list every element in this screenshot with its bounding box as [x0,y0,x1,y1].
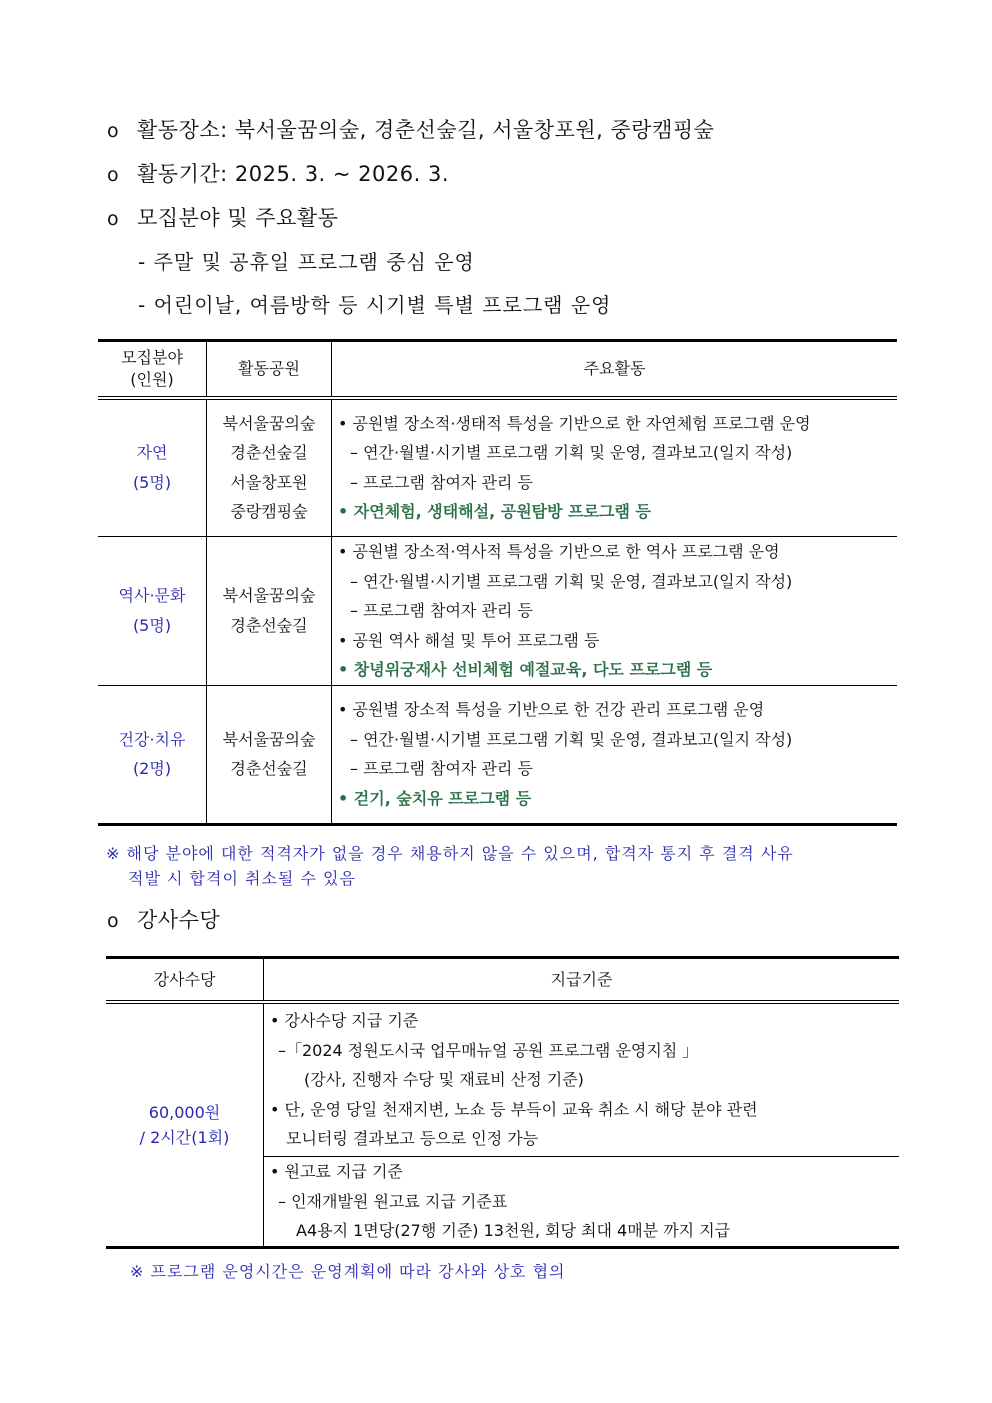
fee-row [106,1002,899,1157]
header-criteria: 지급기준 [264,958,900,1002]
table-row-nature [98,398,897,537]
recruit-table [98,339,897,826]
bullet-marker: o [107,208,120,230]
bullet-marker: o [107,120,120,142]
bullet-recruit-fields: o 모집분야 및 주요활동 [107,204,338,233]
header-activity: 주요활동 [332,341,898,398]
park-cell: 북서울꿈의숲 경춘선숲길 서울창포원 중랑캠핑숲 [207,398,332,537]
activity-cell: • 공원별 장소적 특성을 기반으로 한 건강 관리 프로그램 운영 – 연간·월별·시기별 프로그램 기획 및 운영, 결과보고(일지 작성) – 프로그램 참여자 관리 등 • 걷기, 숲치유 프로그램 등 [338,700,793,808]
fee-table [106,956,899,1249]
fee-amount-cell: 60,000원 / 2시간(1회) [106,1002,264,1248]
activity-cell: • 공원별 장소적·생태적 특성을 기반으로 한 자연체험 프로그램 운영 – 연간·월별·시기별 프로그램 기획 및 운영, 결과보고(일지 작성) – 프로그램 참여자 관리 등 • 자연체험, 생태해설, 공원탐방 프로그램 등 [338,413,811,522]
table-row-health [98,685,897,824]
header-park: 활동공원 [207,341,332,398]
header-fee: 강사수당 [106,958,264,1002]
bullet-activity-period: o 활동기간: 2025. 3. ~ 2026. 3. [107,160,449,189]
recruit-table-header [98,341,897,398]
table-row-history [98,537,897,686]
bullet-marker: o [107,164,120,186]
disqualification-note: ※ 해당 분야에 대한 적격자가 없을 경우 채용하지 않을 수 있으며, 합격자 통지 후 결격 사유 적발 시 합격이 취소될 수 있음 [106,844,794,888]
park-cell: 북서울꿈의숲 경춘선숲길 [207,537,332,686]
activity-cell: • 공원별 장소적·역사적 특성을 기반으로 한 역사 프로그램 운영 – 연간·월별·시기별 프로그램 기획 및 운영, 결과보고(일지 작성) – 프로그램 참여자 관리 등 • 공원 역사 해설 및 투어 프로그램 등 • 창녕위궁재사 선비체험 예절교육, 다도 프로그램 등 [338,542,793,679]
bullet-marker: o [107,910,120,932]
sub-bullet-weekend: - 주말 및 공휴일 프로그램 중심 운영 [138,250,475,274]
park-cell: 북서울꿈의숲 경춘선숲길 [207,685,332,824]
bullet-activity-location: o 활동장소: 북서울꿈의숲, 경춘선숲길, 서울창포원, 중랑캠핑숲 [107,116,714,145]
manuscript-criteria-cell: • 원고료 지급 기준 – 인재개발원 원고료 지급 기준표 A4용지 1면당(27행 기준) 13천원, 회당 최대 4매분 까지 지급 [270,1162,731,1240]
sub-bullet-special: - 어린이날, 여름방학 등 시기별 특별 프로그램 운영 [138,293,612,317]
field-cell: 건강·치유 (2명) [98,685,207,824]
field-cell: 역사·문화 (5명) [98,537,207,686]
section-instructor-fee: o 강사수당 [107,906,220,935]
fee-table-header [106,958,899,1002]
program-time-note: ※ 프로그램 운영시간은 운영계획에 따라 강사와 상호 협의 [130,1262,566,1281]
fee-criteria-cell: • 강사수당 지급 기준 –「2024 정원도시국 업무매뉴얼 공원 프로그램 운영지침 」 (강사, 진행자 수당 및 재료비 산정 기준) • 단, 운영 당일 천재지변, 노쇼 등 부득이 교육 취소 시 해당 분야 관련 모니터링 결과보고 등으로 인정 가능 [264,1002,900,1157]
field-cell: 자연 (5명) [98,398,207,537]
header-field: 모집분야 (인원) [98,341,207,398]
